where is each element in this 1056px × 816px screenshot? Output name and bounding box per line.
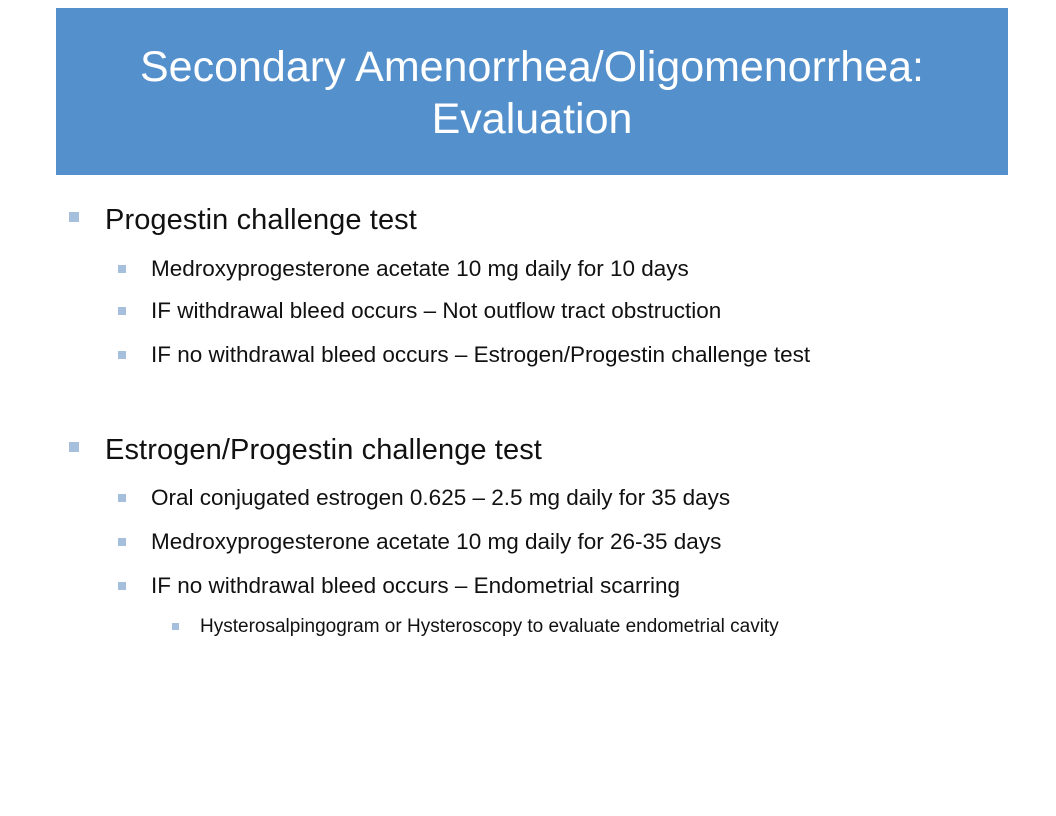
sub-bullet: [151, 297, 721, 325]
sub-bullet: [151, 572, 680, 600]
bullet-square-icon: [118, 582, 126, 590]
section-heading: Progestin challenge test: [105, 204, 417, 236]
sub-bullet-text: IF no withdrawal bleed occurs – Estrogen/Progestin challenge test: [151, 342, 811, 367]
bullet-square-icon: [69, 212, 79, 222]
sub-bullet-text: IF no withdrawal bleed occurs – Endometrial scarring: [151, 573, 680, 598]
bullet-square-icon: [118, 307, 126, 315]
sub-bullet: [151, 528, 721, 556]
sub-bullet-text: Medroxyprogesterone acetate 10 mg daily for 10 days: [151, 256, 689, 281]
bullet-square-icon: [118, 265, 126, 273]
sub-bullet-text: Medroxyprogesterone acetate 10 mg daily for 26-35 days: [151, 529, 722, 554]
sub-bullet: [151, 255, 689, 283]
sub-bullet-text: IF withdrawal bleed occurs – Not outflow tract obstruction: [151, 298, 722, 323]
bullet-square-icon: [172, 623, 179, 630]
sub-bullet: [151, 484, 730, 512]
bullet-square-icon: [118, 538, 126, 546]
sub-bullet: [151, 341, 810, 369]
bullet-square-icon: [118, 494, 126, 502]
section-heading: Estrogen/Progestin challenge test: [105, 434, 542, 466]
slide-title-line-2: Evaluation: [431, 94, 633, 143]
bullet-progestin-challenge: [105, 202, 417, 238]
sub-sub-bullet-text: Hysterosalpingogram or Hysteroscopy to evaluate endometrial cavity: [200, 616, 779, 637]
bullet-estrogen-progestin-challenge: [105, 432, 542, 468]
sub-sub-bullet: [200, 615, 779, 639]
slide-title-line-1: Secondary Amenorrhea/Oligomenorrhea:: [140, 42, 924, 91]
sub-bullet-text: Oral conjugated estrogen 0.625 – 2.5 mg daily for 35 days: [151, 485, 731, 510]
bullet-square-icon: [69, 442, 79, 452]
bullet-square-icon: [118, 351, 126, 359]
